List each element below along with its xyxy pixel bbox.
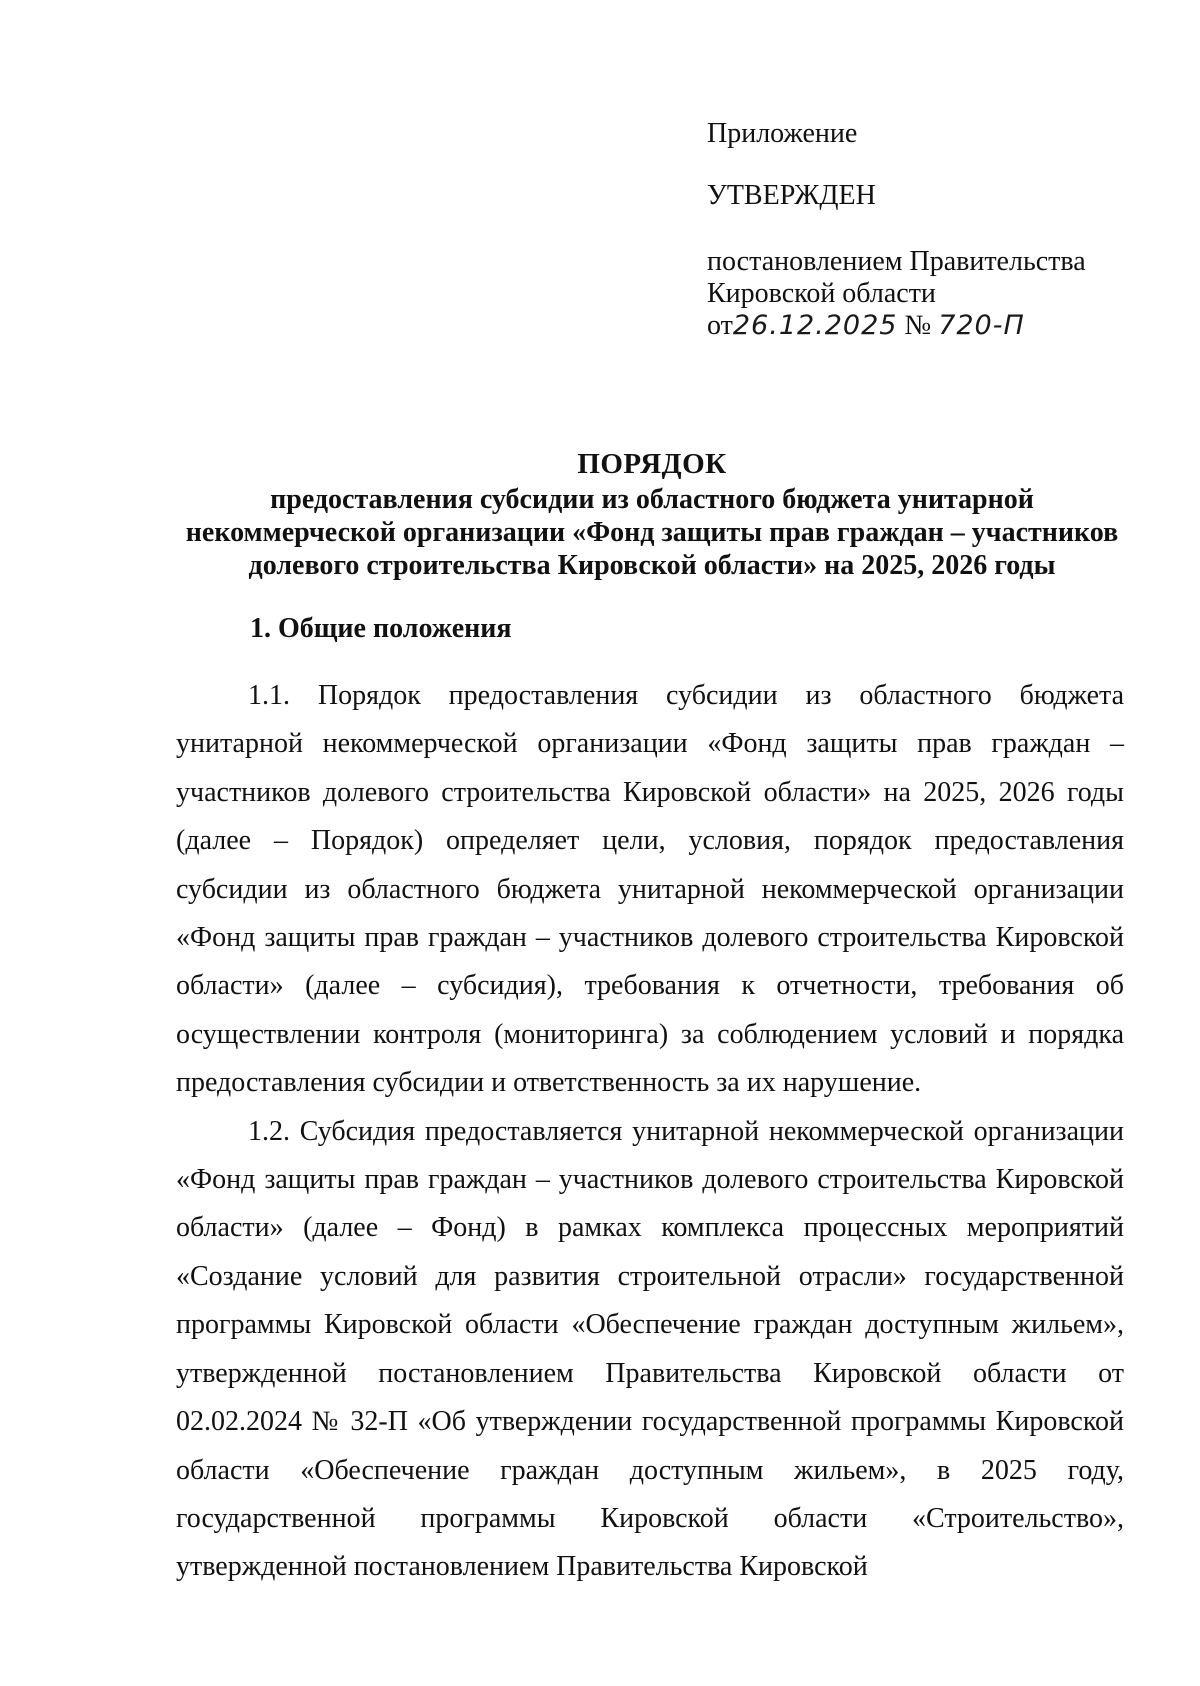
appendix-label: Приложение	[707, 118, 858, 149]
handwritten-number: 720-П	[938, 310, 1025, 341]
approved-by-line-2: Кировской области	[707, 278, 936, 309]
approved-label: УТВЕРЖДЕН	[707, 180, 876, 211]
handwritten-date: 26.12.2025	[732, 310, 898, 341]
title-line-1: предоставления субсидии из областного бюджета унитарной	[270, 484, 1034, 515]
paragraph-1-1: 1.1. Порядок предоставления субсидии из областного бюджета унитарной некоммерческой организации «Фонд защиты прав граждан – участников долевого строительства Кировской области» на 2025, 2026 годы (далее – Порядок) определяет цели, условия, порядок предоставления субсидии из областного бюджета унитарной некоммерческой организации «Фонд защиты прав граждан – участников долевого строительства Кировской области» (далее – субсидия), требования к отчетности, требования об осуществлении контроля (мониторинга) за соблюдением условий и порядка предоставления субсидии и ответственность за их нарушение.	[176, 680, 1124, 1099]
title-main: ПОРЯДОК	[577, 448, 727, 480]
document-title	[140, 448, 1164, 582]
approval-block	[707, 118, 1147, 342]
approval-date-line	[707, 310, 1147, 342]
number-sign: №	[904, 310, 932, 341]
title-line-2: некоммерческой организации «Фонд защиты прав граждан – участников	[185, 517, 1119, 548]
body-text	[176, 672, 1124, 1592]
approved-by-line-1: постановлением Правительства	[707, 246, 1086, 277]
paragraph-1-2: 1.2. Субсидия предоставляется унитарной некоммерческой организации «Фонд защиты прав граждан – участников долевого строительства Кировской области» (далее – Фонд) в рамках комплекса процессных мероприятий «Создание условий для развития строительной отрасли» государственной программы Кировской области «Обеспечение граждан доступным жильем», утвержденной постановлением Правительства Кировской области от 02.02.2024 № 32-П «Об утверждении государственной программы Кировской области «Обеспечение граждан доступным жильем», в 2025 году, государственной программы Кировской области «Строительство», утвержденной постановлением Правительства Кировской	[176, 1115, 1124, 1583]
section-heading: 1. Общие положения	[250, 613, 512, 644]
date-prefix: от	[707, 310, 733, 341]
title-line-3: долевого строительства Кировской области» на 2025, 2026 годы	[248, 550, 1056, 581]
